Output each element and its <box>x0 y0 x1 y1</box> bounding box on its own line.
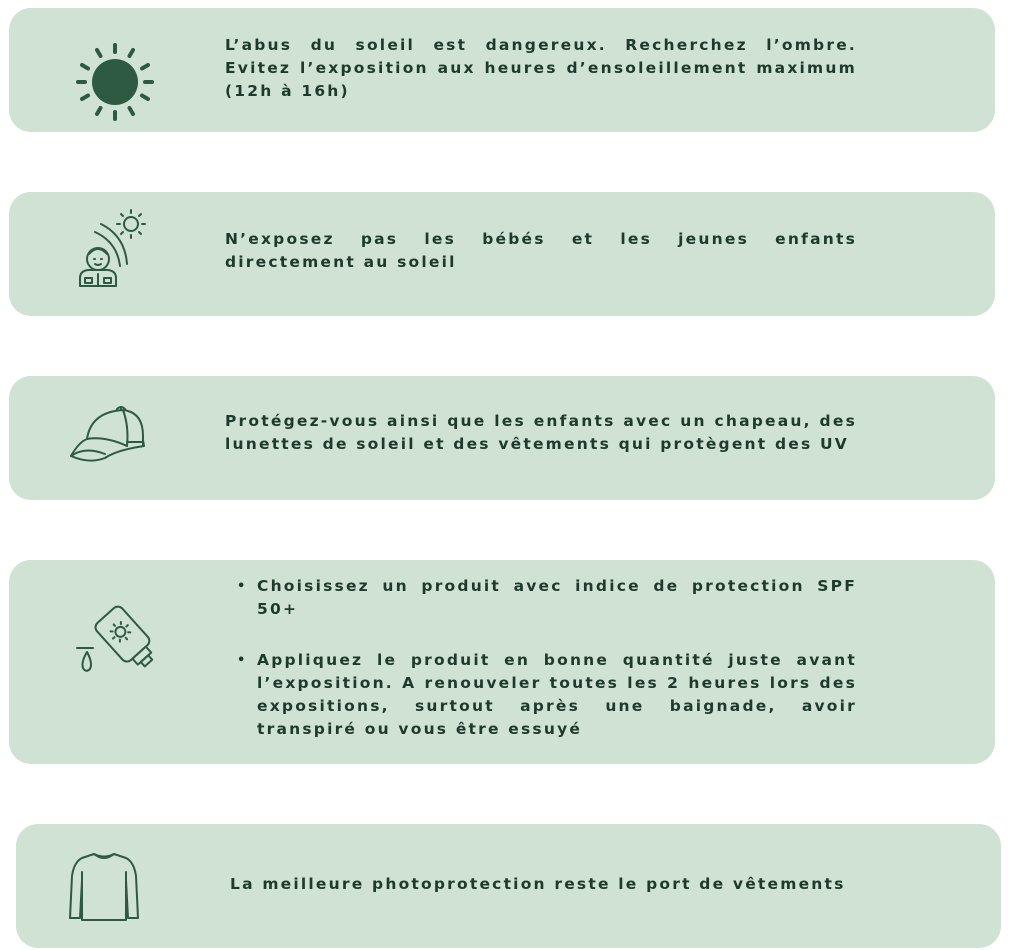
sunscreen-advice-list <box>233 575 857 741</box>
baby-sun-icon <box>65 204 159 288</box>
advice-card-clothing <box>16 824 1001 948</box>
advice-text-shade: L’abus du soleil est dangereux. Recherchez l’ombre. Evitez l’exposition aux heures d’ensoleillement maximum (12h à 16h) <box>225 36 857 100</box>
advice-text-babies: N’exposez pas les bébés et les jeunes enfants directement au soleil <box>225 230 857 271</box>
list-item-apply: • Appliquez le produit en bonne quantité juste avant l’exposition. A renouveler toutes les 2 heures lors des expositions, surtout après une baignade, avoir transpiré ou vous être essuyé <box>233 649 857 741</box>
sunscreen-bottle-icon <box>61 600 165 684</box>
cap-icon <box>65 406 157 466</box>
advice-card-hat <box>9 376 995 500</box>
advice-card-babies <box>9 192 995 316</box>
advice-text-clothing: La meilleure photoprotection reste le port de vêtements <box>230 875 846 893</box>
advice-card-sunscreen <box>9 560 995 764</box>
long-sleeve-shirt-icon <box>64 850 144 924</box>
list-item-spf: • Choisissez un produit avec indice de protection SPF 50+ <box>233 575 857 621</box>
sun-icon <box>73 42 157 122</box>
advice-text-hat: Protégez-vous ainsi que les enfants avec un chapeau, des lunettes de soleil et des vêtements qui protègent des UV <box>225 412 857 453</box>
advice-card-sun <box>9 8 995 132</box>
